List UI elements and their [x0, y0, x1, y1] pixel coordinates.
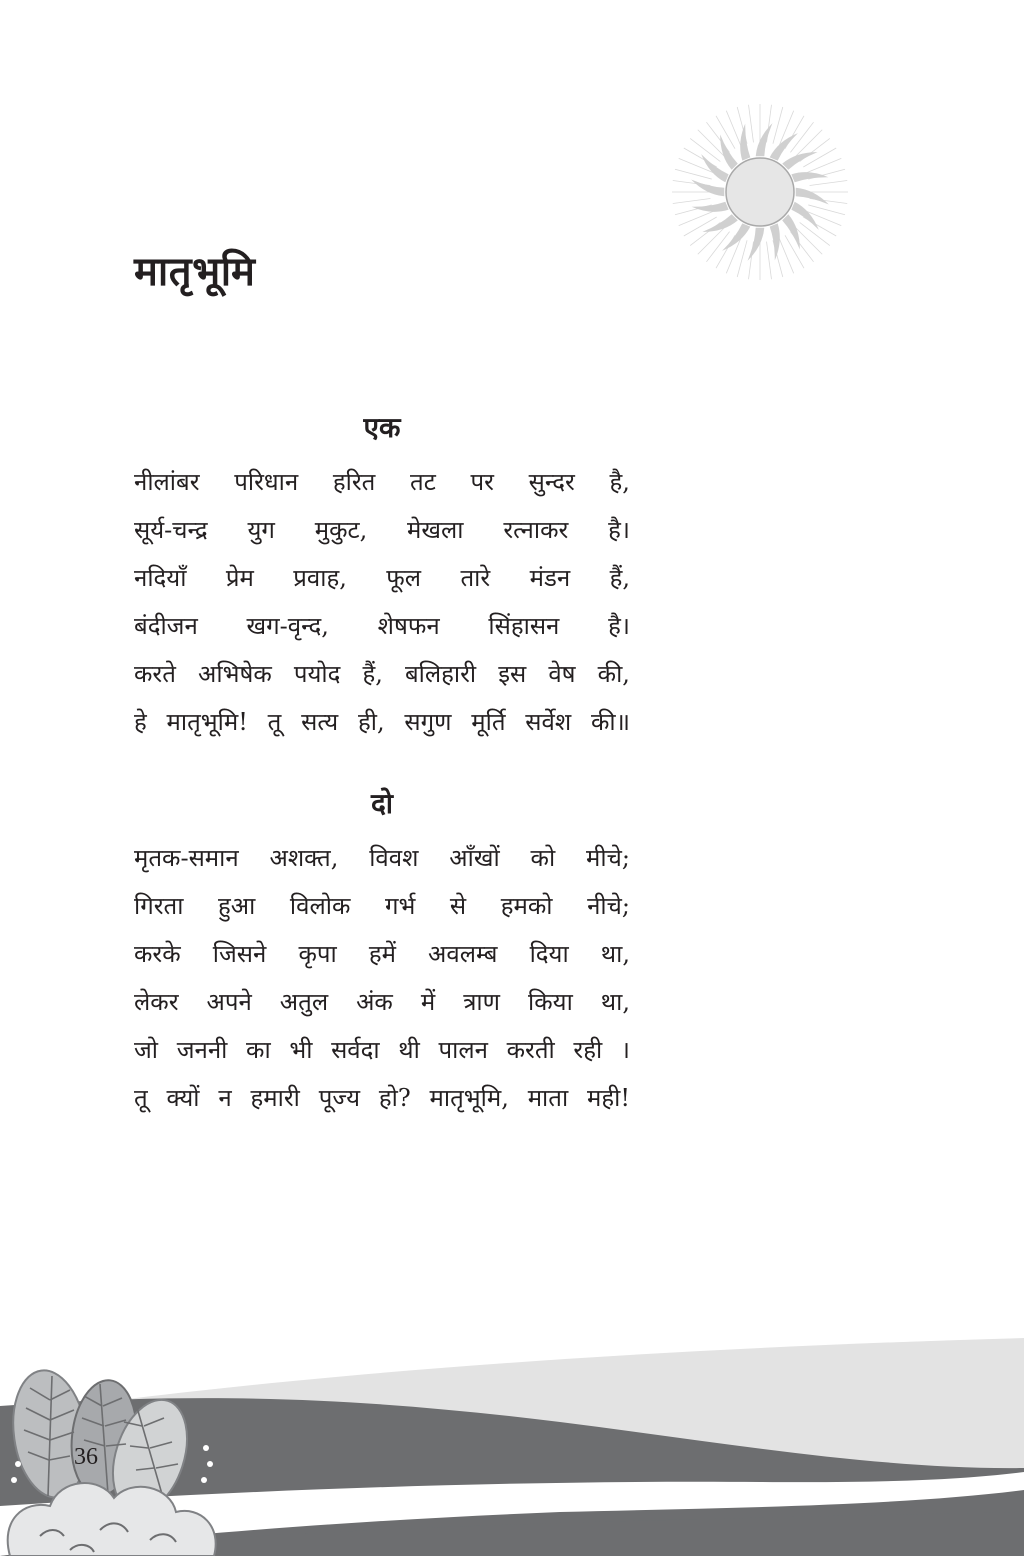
sun-flame — [720, 134, 738, 169]
poem-line — [134, 458, 630, 506]
poem-word: था, — [600, 988, 630, 1016]
poem-word: हमको — [500, 892, 553, 920]
poem-word: न — [218, 1084, 232, 1112]
poem-word: कृपा — [298, 940, 337, 968]
poem-word: है, — [609, 468, 630, 496]
poem-word: करती — [506, 1036, 555, 1064]
poem-word: भी — [289, 1036, 313, 1064]
page-title: मातृभूमि — [134, 249, 256, 295]
poem-word: में — [420, 988, 436, 1016]
poem-word: त्राण — [463, 988, 501, 1016]
poem-line — [134, 834, 630, 882]
poem-word: विलोक — [289, 892, 351, 920]
poem-word: हमारी — [250, 1084, 300, 1112]
sun-ray — [675, 169, 712, 179]
poem-word: हमें — [368, 940, 396, 968]
poem-word: लेकर — [134, 988, 179, 1016]
page-number: 36 — [74, 1444, 98, 1470]
poem-word: मृतक-समान — [134, 844, 239, 872]
sun-ray — [808, 205, 845, 215]
poem-word: था, — [600, 940, 630, 968]
poem-line — [134, 1026, 630, 1074]
poem-word: शेषफन — [377, 612, 440, 640]
poem-word: नीचे; — [587, 892, 630, 920]
sun-flame — [692, 202, 729, 212]
poem-word: पयोद — [293, 660, 341, 688]
poem-word: मुकुट, — [314, 516, 368, 544]
poem-line — [134, 698, 630, 746]
poem-word: हैं, — [609, 564, 630, 592]
sun-ray — [767, 242, 772, 280]
poem-line — [134, 650, 630, 698]
poem-word: परिधान — [234, 468, 299, 496]
sun-flame — [791, 172, 828, 182]
poem-word: का — [246, 1036, 271, 1064]
poem-word: युग — [247, 516, 275, 544]
poem-word: फूल — [386, 564, 422, 592]
stanza-heading-one: एक — [363, 411, 401, 444]
poem-word: करके — [134, 940, 181, 968]
poem-word: मूर्ति — [471, 708, 506, 736]
stanza-two — [134, 834, 630, 1122]
poem-word: रही — [573, 1036, 603, 1064]
sun-ray — [679, 211, 714, 226]
sun-flame — [722, 223, 750, 250]
sun-flame — [756, 123, 773, 156]
sun-flame — [791, 202, 818, 230]
poem-word: अभिषेक — [198, 660, 272, 688]
poem-word: दिया — [529, 940, 569, 968]
poem-line — [134, 930, 630, 978]
poem-word: अंक — [356, 988, 393, 1016]
sun-flame — [701, 154, 728, 182]
poem-word: जिसने — [212, 940, 267, 968]
stanza-heading-two: दो — [370, 787, 394, 820]
sun-ray — [779, 238, 794, 273]
poem-word: पूज्य — [318, 1084, 361, 1112]
poem-word: की, — [597, 660, 630, 688]
poem-line — [134, 882, 630, 930]
poem-word: किया — [528, 988, 573, 1016]
poem-word: वेष — [548, 660, 576, 688]
sun-ray — [785, 235, 804, 268]
sun-flame — [770, 133, 798, 160]
poem-word: सर्वेश — [525, 708, 572, 736]
poem-word: इस — [498, 660, 527, 688]
poem-word: तू — [134, 1084, 148, 1112]
poem-word: आँखों — [449, 844, 500, 872]
poem-word: अशक्त, — [269, 844, 339, 872]
poem-line — [134, 602, 630, 650]
stanza-one — [134, 458, 630, 746]
poem-word: अवलम्ब — [428, 940, 498, 968]
sun-flame — [702, 214, 737, 232]
sun-flame — [747, 228, 764, 261]
poem-word: खग-वृन्द, — [246, 612, 329, 640]
sun-flame — [782, 214, 800, 249]
poem-word: बलिहारी — [404, 660, 477, 688]
poem-word: मातृभूमि, — [429, 1084, 509, 1112]
sun-flame — [691, 179, 724, 196]
sun-flame — [782, 152, 817, 170]
poem-word: विवश — [369, 844, 419, 872]
sun-icon — [668, 100, 852, 284]
leaf-bush-icon — [0, 1360, 240, 1556]
poem-word: मेखला — [407, 516, 464, 544]
poem-word: मीचे; — [586, 844, 630, 872]
poem-line — [134, 1074, 630, 1122]
sun-ray — [684, 217, 717, 236]
poem-word: हैं, — [362, 660, 383, 688]
poem-word: तारे — [460, 564, 491, 592]
sun-flame — [770, 223, 780, 260]
sun-ray — [803, 148, 836, 167]
sun-ray — [795, 227, 822, 254]
sun-ray — [673, 199, 711, 204]
poem-word: क्यों — [166, 1084, 200, 1112]
poem-word: पर — [470, 468, 494, 496]
poem-word: तू — [267, 708, 282, 736]
poem-word: हुआ — [218, 892, 256, 920]
poem-word: जो — [134, 1036, 159, 1064]
sun-ray — [795, 130, 822, 157]
sun-ray — [716, 116, 735, 149]
sun-ray — [698, 227, 725, 254]
poem-word: मही! — [587, 1084, 630, 1112]
poem-word: को — [530, 844, 556, 872]
poem-word: माता — [527, 1084, 569, 1112]
poem-word: अतुल — [279, 988, 329, 1016]
poem-word: सत्य — [301, 708, 339, 736]
poem-word: प्रेम — [225, 564, 254, 592]
poem-word: तट — [410, 468, 436, 496]
poem-word: ही, — [358, 708, 385, 736]
poem-word: नदियाँ — [134, 564, 187, 592]
poem-word: हरित — [332, 468, 376, 496]
poem-word: नीलांबर — [134, 468, 200, 496]
poem-line — [134, 506, 630, 554]
sun-ray — [806, 158, 841, 173]
poem-word: अपने — [206, 988, 252, 1016]
sun-ray — [773, 107, 783, 144]
poem-word: गिरता — [134, 892, 184, 920]
poem-word: प्रवाह, — [293, 564, 347, 592]
poem-word: करते — [134, 660, 176, 688]
poem-word: सूर्य-चन्द्र — [134, 516, 208, 544]
poem-word: रत्नाकर — [503, 516, 569, 544]
poem-word: बंदीजन — [134, 612, 198, 640]
poem-word: मंडन — [529, 564, 571, 592]
sun-flame — [796, 188, 829, 205]
sun-ray — [737, 240, 747, 277]
sun-ray — [749, 105, 754, 143]
sun-ray — [726, 111, 741, 146]
poem-word: सिंहासन — [488, 612, 560, 640]
poem-word: है। — [608, 516, 630, 544]
poem-word: गर्भ — [384, 892, 416, 920]
poem-word: सगुण — [404, 708, 452, 736]
poem-line — [134, 978, 630, 1026]
poem-word: हो? — [378, 1084, 411, 1112]
sun-ray — [810, 181, 848, 186]
poem-word: पालन — [438, 1036, 488, 1064]
poem-word: है। — [608, 612, 630, 640]
poem-word: की॥ — [590, 708, 630, 736]
sun-ray — [698, 130, 725, 157]
poem-word: सुन्दर — [528, 468, 575, 496]
poem-word: । — [620, 1036, 630, 1064]
poem-word: सर्वदा — [331, 1036, 380, 1064]
poem-word: जननी — [176, 1036, 228, 1064]
poem-line — [134, 554, 630, 602]
poem-word: हे — [134, 708, 147, 736]
poem-word: थी — [398, 1036, 420, 1064]
sun-flame — [740, 124, 750, 161]
poem-word: से — [449, 892, 467, 920]
poem-word: मातृभूमि! — [166, 708, 248, 736]
